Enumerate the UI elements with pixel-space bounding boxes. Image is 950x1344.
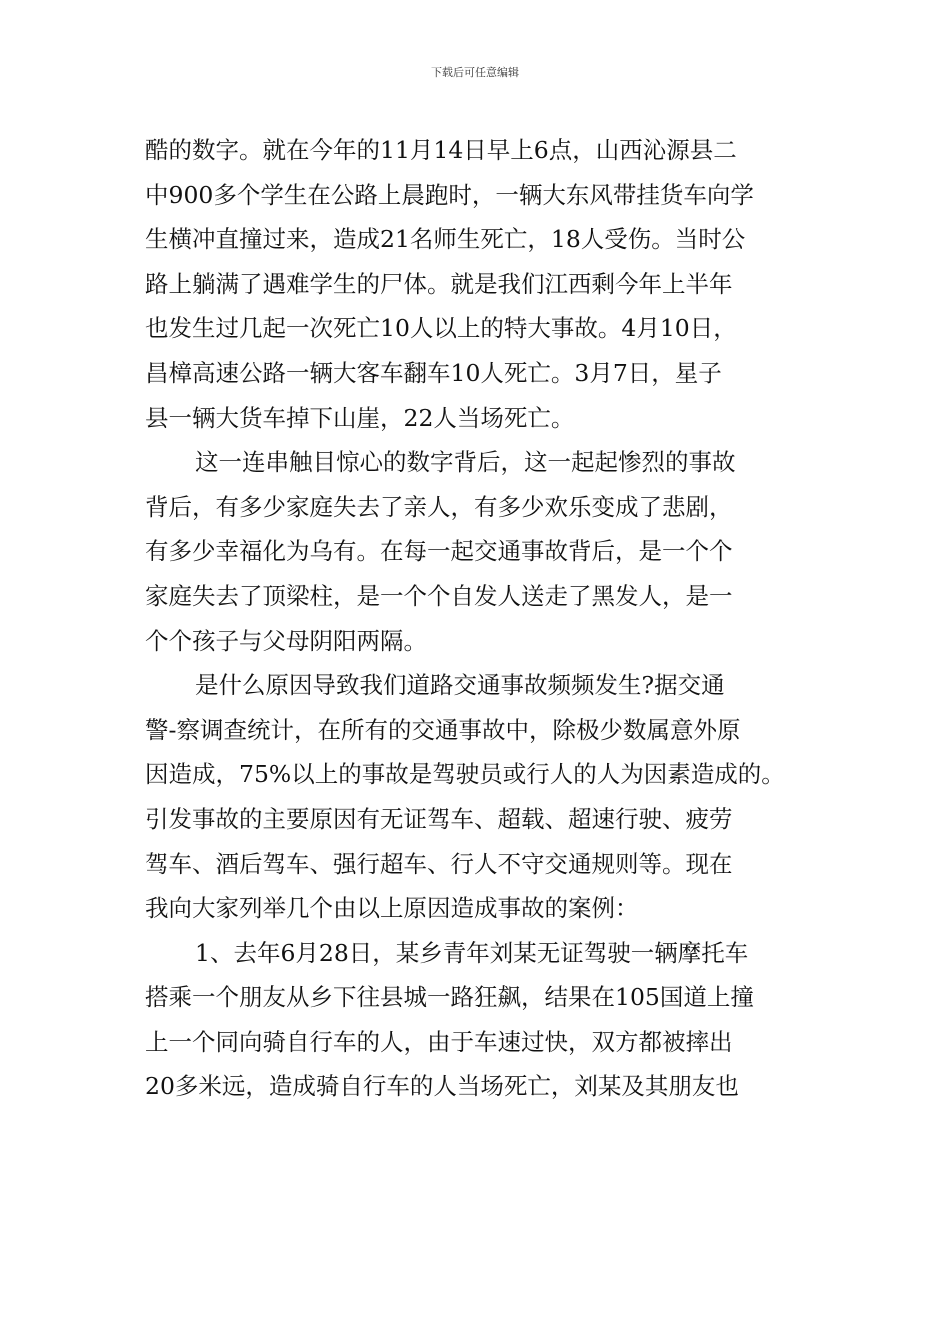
text-line: 生横冲直撞过来，造成21名师生死亡，18人受伤。当时公 — [145, 225, 746, 254]
text-line: 驾车、酒后驾车、强行超车、行人不守交通规则等。现在 — [145, 849, 733, 878]
page-header: 下载后可任意编辑 — [431, 66, 519, 79]
text-line: 个个孩子与父母阴阳两隔。 — [145, 626, 427, 655]
text-line: 家庭失去了顶梁柱，是一个个自发人送走了黑发人，是一 — [145, 581, 733, 610]
text-line: 上一个同向骑自行车的人，由于车速过快，双方都被摔出 — [145, 1027, 733, 1056]
text-line: 引发事故的主要原因有无证驾车、超载、超速行驶、疲劳 — [145, 804, 733, 833]
text-line: 中900多个学生在公路上晨跑时，一辆大东风带挂货车向学 — [145, 180, 754, 209]
text-line: 20多米远，造成骑自行车的人当场死亡，刘某及其朋友也 — [145, 1072, 739, 1101]
paragraph-start-line: 是什么原因导致我们道路交通事故频频发生?据交通 — [195, 671, 725, 700]
text-line: 酷的数字。就在今年的11月14日早上6点，山西沁源县二 — [145, 136, 737, 164]
text-line: 因造成，75%以上的事故是驾驶员或行人的人为因素造成的。 — [145, 760, 785, 789]
text-line: 背后，有多少家庭失去了亲人，有多少欢乐变成了悲剧， — [145, 492, 733, 521]
text-line: 也发生过几起一次死亡10人以上的特大事故。4月10日， — [145, 314, 737, 343]
text-line: 搭乘一个朋友从乡下往县城一路狂飙，结果在105国道上撞 — [145, 983, 754, 1012]
text-line: 警-察调查统计，在所有的交通事故中，除极少数属意外原 — [145, 715, 741, 744]
text-line: 昌樟高速公路一辆大客车翻车10人死亡。3月7日，星子 — [145, 358, 722, 387]
text-line: 我向大家列举几个由以上原因造成事故的案例： — [145, 894, 639, 923]
document-body — [145, 128, 825, 1109]
text-line: 有多少幸福化为乌有。在每一起交通事故背后，是一个个 — [145, 537, 733, 566]
text-line: 县一辆大货车掉下山崖，22人当场死亡。 — [145, 403, 575, 432]
text-line: 路上躺满了遇难学生的尸体。就是我们江西剩今年上半年 — [145, 269, 733, 298]
paragraph-start-line: 这一连串触目惊心的数字背后，这一起起惨烈的事故 — [195, 448, 736, 477]
paragraph-start-line: 1、去年6月28日，某乡青年刘某无证驾驶一辆摩托车 — [195, 938, 749, 967]
